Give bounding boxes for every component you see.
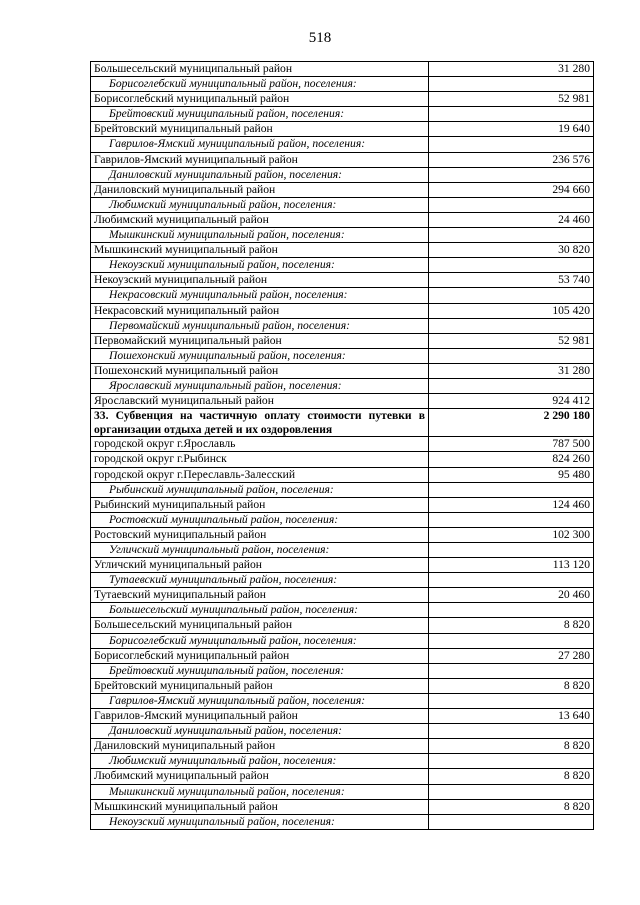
table-row [91,467,594,482]
district-name: городской округ г.Ярославль [91,437,429,452]
amount-cell: 95 480 [429,467,594,482]
district-name: Ростовский муниципальный район [91,527,429,542]
amount-cell: 19 640 [429,122,594,137]
amount-cell: 105 420 [429,303,594,318]
amount-cell: 53 740 [429,273,594,288]
amount-cell [429,482,594,497]
subgroup-row [91,663,594,678]
subgroup-label: Гаврилов-Ямский муниципальный район, поселения: [91,693,429,708]
district-name: Мышкинский муниципальный район [91,799,429,814]
district-name: Некрасовский муниципальный район [91,303,429,318]
district-name: Гаврилов-Ямский муниципальный район [91,709,429,724]
amount-cell [429,814,594,829]
subgroup-label: Любимский муниципальный район, поселения: [91,754,429,769]
subgroup-label: Некоузский муниципальный район, поселения: [91,258,429,273]
page-number: 518 [308,30,332,46]
amount-cell: 102 300 [429,527,594,542]
district-name: Тутаевский муниципальный район [91,588,429,603]
amount-cell [429,288,594,303]
subgroup-label: Борисоглебский муниципальный район, поселения: [91,77,429,92]
amount-cell [429,197,594,212]
amount-cell: 24 460 [429,212,594,227]
subgroup-label: Любимский муниципальный район, поселения: [91,197,429,212]
table-row [91,709,594,724]
district-name: Некоузский муниципальный район [91,273,429,288]
subgroup-row [91,784,594,799]
table-row [91,273,594,288]
amount-cell: 31 280 [429,363,594,378]
subgroup-label: Мышкинский муниципальный район, поселения: [91,784,429,799]
amount-cell [429,512,594,527]
subgroup-label: Даниловский муниципальный район, поселения: [91,724,429,739]
amount-cell: 124 460 [429,497,594,512]
table-row [91,333,594,348]
table-row [91,92,594,107]
table-row [91,452,594,467]
subgroup-label: Даниловский муниципальный район, поселения: [91,167,429,182]
district-name: Ярославский муниципальный район [91,394,429,409]
table-row [91,212,594,227]
table-row [91,62,594,77]
table-row [91,558,594,573]
amount-cell: 294 660 [429,182,594,197]
subgroup-row [91,107,594,122]
amount-cell [429,724,594,739]
table-row [91,303,594,318]
budget-table-body [91,62,594,830]
amount-cell [429,77,594,92]
subgroup-row [91,754,594,769]
subgroup-row [91,814,594,829]
table-row [91,182,594,197]
amount-cell: 20 460 [429,588,594,603]
subgroup-row [91,348,594,363]
table-row [91,122,594,137]
subgroup-label: Мышкинский муниципальный район, поселения: [91,228,429,243]
district-name: Борисоглебский муниципальный район [91,648,429,663]
subgroup-label: Первомайский муниципальный район, поселения: [91,318,429,333]
subgroup-label: Брейтовский муниципальный район, поселения: [91,107,429,122]
amount-cell [429,258,594,273]
subgroup-label: Рыбинский муниципальный район, поселения: [91,482,429,497]
amount-cell: 8 820 [429,678,594,693]
subgroup-row [91,603,594,618]
subgroup-row [91,77,594,92]
amount-cell: 824 260 [429,452,594,467]
amount-cell [429,573,594,588]
subgroup-row [91,512,594,527]
subgroup-row [91,724,594,739]
district-name: Первомайский муниципальный район [91,333,429,348]
amount-cell [429,663,594,678]
amount-cell [429,167,594,182]
amount-cell: 113 120 [429,558,594,573]
subgroup-row [91,318,594,333]
subgroup-label: Гаврилов-Ямский муниципальный район, поселения: [91,137,429,152]
amount-cell: 8 820 [429,618,594,633]
amount-cell: 52 981 [429,92,594,107]
amount-cell: 13 640 [429,709,594,724]
district-name: Пошехонский муниципальный район [91,363,429,378]
district-name: Любимский муниципальный район [91,769,429,784]
amount-cell [429,754,594,769]
amount-cell [429,378,594,393]
subgroup-row [91,378,594,393]
subgroup-label: Некоузский муниципальный район, поселения: [91,814,429,829]
table-row [91,437,594,452]
amount-cell [429,107,594,122]
subgroup-row [91,228,594,243]
district-name: Даниловский муниципальный район [91,739,429,754]
subgroup-label: Ростовский муниципальный район, поселения: [91,512,429,527]
subgroup-row [91,197,594,212]
table-row [91,394,594,409]
district-name: Гаврилов-Ямский муниципальный район [91,152,429,167]
subgroup-row [91,693,594,708]
subgroup-row [91,482,594,497]
table-row [91,363,594,378]
table-row [91,739,594,754]
table-row [91,497,594,512]
table-row [91,243,594,258]
section-header-row [91,409,594,437]
subgroup-row [91,137,594,152]
district-name: Рыбинский муниципальный район [91,497,429,512]
amount-cell [429,137,594,152]
amount-cell: 787 500 [429,437,594,452]
section-total: 2 290 180 [429,409,594,437]
table-row [91,769,594,784]
district-name: Мышкинский муниципальный район [91,243,429,258]
table-row [91,152,594,167]
district-name: городской округ г.Рыбинск [91,452,429,467]
district-name: Брейтовский муниципальный район [91,122,429,137]
table-row [91,648,594,663]
district-name: Большесельский муниципальный район [91,618,429,633]
amount-cell [429,633,594,648]
subgroup-label: Ярославский муниципальный район, поселения: [91,378,429,393]
amount-cell: 924 412 [429,394,594,409]
amount-cell: 30 820 [429,243,594,258]
amount-cell: 31 280 [429,62,594,77]
budget-table [90,61,594,830]
amount-cell [429,693,594,708]
subgroup-row [91,543,594,558]
amount-cell: 236 576 [429,152,594,167]
district-name: Брейтовский муниципальный район [91,678,429,693]
subgroup-row [91,633,594,648]
table-row [91,618,594,633]
amount-cell: 8 820 [429,769,594,784]
amount-cell [429,228,594,243]
table-row [91,588,594,603]
subgroup-label: Некрасовский муниципальный район, поселения: [91,288,429,303]
amount-cell [429,543,594,558]
subgroup-row [91,288,594,303]
amount-cell [429,348,594,363]
subgroup-label: Угличский муниципальный район, поселения: [91,543,429,558]
amount-cell: 8 820 [429,799,594,814]
district-name: Угличский муниципальный район [91,558,429,573]
district-name: Большесельский муниципальный район [91,62,429,77]
amount-cell: 27 280 [429,648,594,663]
subgroup-label: Пошехонский муниципальный район, поселения: [91,348,429,363]
district-name: Любимский муниципальный район [91,212,429,227]
section-title: 33. Субвенция на частичную оплату стоимости путевки в организации отдыха детей и их оздоровления [91,409,429,437]
amount-cell [429,318,594,333]
district-name: Даниловский муниципальный район [91,182,429,197]
amount-cell: 52 981 [429,333,594,348]
table-row [91,799,594,814]
amount-cell [429,784,594,799]
subgroup-label: Большесельский муниципальный район, поселения: [91,603,429,618]
subgroup-label: Брейтовский муниципальный район, поселения: [91,663,429,678]
district-name: городской округ г.Переславль-Залесский [91,467,429,482]
district-name: Борисоглебский муниципальный район [91,92,429,107]
subgroup-label: Борисоглебский муниципальный район, поселения: [91,633,429,648]
subgroup-row [91,573,594,588]
subgroup-row [91,167,594,182]
table-row [91,527,594,542]
subgroup-row [91,258,594,273]
amount-cell: 8 820 [429,739,594,754]
table-row [91,678,594,693]
amount-cell [429,603,594,618]
subgroup-label: Тутаевский муниципальный район, поселения: [91,573,429,588]
